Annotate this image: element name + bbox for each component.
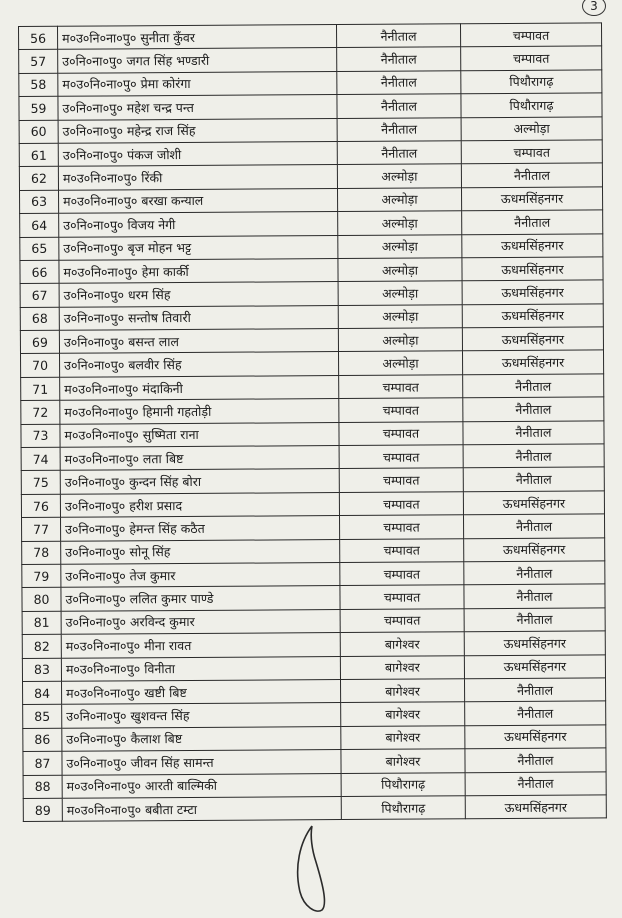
table-row xyxy=(23,678,606,705)
from-district: अल्मोड़ा xyxy=(337,188,461,212)
row-number: 57 xyxy=(19,50,58,74)
officer-name: म०उ०नि०ना०पु० मीना रावत xyxy=(61,633,340,658)
officer-name: उ०नि०ना०पु० सन्तोष तिवारी xyxy=(59,305,338,330)
officer-name: म०उ०नि०ना०पु० रिंकी xyxy=(58,165,337,190)
to-district: ऊधमसिंहनगर xyxy=(462,257,603,281)
row-number: 78 xyxy=(22,541,61,565)
to-district: नैनीताल xyxy=(465,748,606,772)
officer-name: उ०नि०ना०पु० पंकज जोशी xyxy=(58,142,337,167)
transfer-list-table xyxy=(18,22,607,822)
from-district: बागेश्वर xyxy=(341,749,465,773)
officer-name: म०उ०नि०ना०पु० हेमा कार्की xyxy=(59,258,338,283)
row-number: 79 xyxy=(22,564,61,588)
from-district: नैनीताल xyxy=(337,117,461,141)
to-district: नैनीताल xyxy=(463,467,604,491)
table-row xyxy=(21,421,604,448)
table-row xyxy=(21,444,604,471)
to-district: नैनीताल xyxy=(464,678,605,702)
officer-name: उ०नि०ना०पु० महेश चन्द्र पन्त xyxy=(58,95,337,120)
officer-name: उ०नि०ना०पु० ललित कुमार पाण्डे xyxy=(61,586,340,611)
table-row xyxy=(20,304,603,331)
row-number: 76 xyxy=(21,494,60,518)
table-row xyxy=(21,350,604,377)
from-district: बागेश्वर xyxy=(340,679,464,703)
to-district: पिथौरागढ़ xyxy=(461,93,602,117)
from-district: नैनीताल xyxy=(337,94,461,118)
officer-name: उ०नि०ना०पु० धरम सिंह xyxy=(59,282,338,307)
officer-name: उ०नि०ना०पु० जीवन सिंह सामन्त xyxy=(62,750,341,775)
row-number: 58 xyxy=(19,73,58,97)
to-district: ऊधमसिंहनगर xyxy=(464,654,605,678)
to-district: ऊधमसिंहनगर xyxy=(463,491,604,515)
table-row xyxy=(21,397,604,424)
officer-name: म०उ०नि०ना०पु० खष्टी बिष्ट xyxy=(62,679,341,704)
table-row xyxy=(23,725,606,752)
row-number: 68 xyxy=(20,307,59,331)
to-district: ऊधमसिंहनगर xyxy=(462,304,603,328)
to-district: नैनीताल xyxy=(465,701,606,725)
officer-name: उ०नि०ना०पु० हरीश प्रसाद xyxy=(60,492,339,517)
table-row xyxy=(19,23,602,50)
to-district: नैनीताल xyxy=(464,608,605,632)
from-district: चम्पावत xyxy=(340,562,464,586)
table-row xyxy=(20,257,603,284)
to-district: ऊधमसिंहनगर xyxy=(462,280,603,304)
from-district: चम्पावत xyxy=(339,515,463,539)
from-district: पिथौरागढ़ xyxy=(341,772,465,796)
to-district: नैनीताल xyxy=(465,771,606,795)
row-number: 67 xyxy=(20,284,59,308)
from-district: अल्मोड़ा xyxy=(338,328,462,352)
officer-name: म०उ०नि०ना०पु० विनीता xyxy=(61,656,340,681)
from-district: चम्पावत xyxy=(339,421,463,445)
to-district: चम्पावत xyxy=(461,46,602,70)
table-row xyxy=(23,748,606,775)
from-district: अल्मोड़ा xyxy=(338,234,462,258)
from-district: नैनीताल xyxy=(337,47,461,71)
officer-name: उ०नि०ना०पु० अरविन्द कुमार xyxy=(61,609,340,634)
table-row xyxy=(22,654,605,681)
to-district: अल्मोड़ा xyxy=(461,116,602,140)
to-district: ऊधमसिंहनगर xyxy=(464,538,605,562)
to-district: नैनीताल xyxy=(464,584,605,608)
officer-name: उ०नि०ना०पु० बलवीर सिंह xyxy=(60,352,339,377)
officer-name: उ०नि०ना०पु० महेन्द्र राज सिंह xyxy=(58,118,337,143)
table-row xyxy=(19,163,602,190)
row-number: 77 xyxy=(22,517,61,541)
from-district: चम्पावत xyxy=(339,468,463,492)
officer-name: म०उ०नि०ना०पु० आरती बाल्मिकी xyxy=(62,773,341,798)
table-row xyxy=(23,771,606,798)
officer-name: म०उ०नि०ना०पु० बरखा कन्याल xyxy=(59,188,338,213)
row-number: 56 xyxy=(19,26,58,50)
officer-name: उ०नि०ना०पु० सोनू सिंह xyxy=(61,539,340,564)
table-row xyxy=(21,467,604,494)
from-district: बागेश्वर xyxy=(340,655,464,679)
row-number: 61 xyxy=(19,143,58,167)
officer-name: उ०नि०ना०पु० जगत सिंह भण्डारी xyxy=(58,48,337,73)
row-number: 74 xyxy=(21,447,60,471)
row-number: 64 xyxy=(20,213,59,237)
row-number: 63 xyxy=(20,190,59,214)
to-district: पिथौरागढ़ xyxy=(461,70,602,94)
from-district: बागेश्वर xyxy=(341,702,465,726)
table-row xyxy=(19,93,602,120)
row-number: 83 xyxy=(22,658,61,682)
from-district: नैनीताल xyxy=(337,71,461,95)
from-district: अल्मोड़ा xyxy=(338,258,462,282)
row-number: 70 xyxy=(21,354,60,378)
table-row xyxy=(20,280,603,307)
from-district: अल्मोड़ा xyxy=(337,164,461,188)
table-row xyxy=(22,608,605,635)
row-number: 66 xyxy=(20,260,59,284)
from-district: चम्पावत xyxy=(340,585,464,609)
row-number: 72 xyxy=(21,401,60,425)
to-district: नैनीताल xyxy=(462,210,603,234)
from-district: नैनीताल xyxy=(336,24,460,48)
to-district: ऊधमसिंहनगर xyxy=(462,233,603,257)
officer-name: म०उ०नि०ना०पु० बबीता टम्टा xyxy=(62,796,341,821)
to-district: नैनीताल xyxy=(463,514,604,538)
table-row xyxy=(22,514,605,541)
table-row xyxy=(22,584,605,611)
officer-name: म०उ०नि०ना०पु० सुष्मिता राना xyxy=(60,422,339,447)
from-district: अल्मोड़ा xyxy=(338,304,462,328)
handwritten-signature xyxy=(282,822,342,918)
officer-name: म०उ०नि०ना०पु० हिमानी गहतोड़ी xyxy=(60,399,339,424)
officer-name: म०उ०नि०ना०पु० प्रेमा कोरंगा xyxy=(58,71,337,96)
officer-name: उ०नि०ना०पु० खुशवन्त सिंह xyxy=(62,703,341,728)
table-row xyxy=(19,46,602,73)
officer-name: उ०नि०ना०पु० तेज कुमार xyxy=(61,563,340,588)
row-number: 85 xyxy=(23,705,62,729)
row-number: 71 xyxy=(21,377,60,401)
from-district: चम्पावत xyxy=(339,398,463,422)
officer-name: उ०नि०ना०पु० कुन्दन सिंह बोरा xyxy=(60,469,339,494)
table-row xyxy=(23,795,606,822)
officer-name: म०उ०नि०ना०पु० लता बिष्ट xyxy=(60,446,339,471)
from-district: अल्मोड़ा xyxy=(338,351,462,375)
row-number: 80 xyxy=(22,588,61,612)
table-row xyxy=(22,631,605,658)
officer-name: उ०नि०ना०पु० कैलाश बिष्ट xyxy=(62,726,341,751)
to-district: ऊधमसिंहनगर xyxy=(465,725,606,749)
to-district: नैनीताल xyxy=(463,444,604,468)
table-row xyxy=(23,701,606,728)
officer-name: उ०नि०ना०पु० बृज मोहन भट्ट xyxy=(59,235,338,260)
row-number: 69 xyxy=(20,330,59,354)
table-row xyxy=(20,327,603,354)
table-body xyxy=(19,23,607,822)
from-district: चम्पावत xyxy=(339,375,463,399)
to-district: नैनीताल xyxy=(463,374,604,398)
row-number: 87 xyxy=(23,751,62,775)
row-number: 81 xyxy=(22,611,61,635)
to-district: ऊधमसिंहनगर xyxy=(464,631,605,655)
row-number: 60 xyxy=(19,120,58,144)
row-number: 65 xyxy=(20,237,59,261)
officer-name: उ०नि०ना०पु० बसन्त लाल xyxy=(59,329,338,354)
table-row xyxy=(22,561,605,588)
from-district: चम्पावत xyxy=(340,538,464,562)
officer-name: म०उ०नि०ना०पु० सुनीता कुँवर xyxy=(58,25,337,50)
to-district: चम्पावत xyxy=(461,140,602,164)
table-row xyxy=(21,491,604,518)
from-district: चम्पावत xyxy=(339,445,463,469)
to-district: चम्पावत xyxy=(460,23,601,47)
from-district: बागेश्वर xyxy=(341,726,465,750)
to-district: ऊधमसिंहनगर xyxy=(462,327,603,351)
table-row xyxy=(22,538,605,565)
row-number: 88 xyxy=(23,775,62,799)
row-number: 82 xyxy=(22,634,61,658)
to-district: ऊधमसिंहनगर xyxy=(462,350,603,374)
to-district: नैनीताल xyxy=(463,397,604,421)
table-row xyxy=(19,116,602,143)
officer-name: उ०नि०ना०पु० हेमन्त सिंह कठैत xyxy=(61,516,340,541)
table-row xyxy=(20,233,603,260)
officer-name: म०उ०नि०ना०पु० मंदाकिनी xyxy=(60,375,339,400)
page-number-mark: 3 xyxy=(582,0,606,16)
row-number: 59 xyxy=(19,96,58,120)
officer-name: उ०नि०ना०पु० विजय नेगी xyxy=(59,212,338,237)
from-district: बागेश्वर xyxy=(340,632,464,656)
row-number: 84 xyxy=(23,681,62,705)
to-district: ऊधमसिंहनगर xyxy=(465,795,606,819)
to-district: नैनीताल xyxy=(461,163,602,187)
table-row xyxy=(20,187,603,214)
from-district: चम्पावत xyxy=(339,492,463,516)
from-district: अल्मोड़ा xyxy=(338,211,462,235)
row-number: 73 xyxy=(21,424,60,448)
from-district: अल्मोड़ा xyxy=(338,281,462,305)
table-row xyxy=(20,210,603,237)
table-row xyxy=(19,140,602,167)
to-district: ऊधमसिंहनगर xyxy=(461,187,602,211)
to-district: नैनीताल xyxy=(463,421,604,445)
row-number: 89 xyxy=(23,798,62,822)
table-row xyxy=(21,374,604,401)
from-district: नैनीताल xyxy=(337,141,461,165)
from-district: पिथौरागढ़ xyxy=(341,796,465,820)
from-district: चम्पावत xyxy=(340,609,464,633)
to-district: नैनीताल xyxy=(464,561,605,585)
row-number: 75 xyxy=(21,471,60,495)
row-number: 62 xyxy=(19,167,58,191)
table-row xyxy=(19,70,602,97)
row-number: 86 xyxy=(23,728,62,752)
